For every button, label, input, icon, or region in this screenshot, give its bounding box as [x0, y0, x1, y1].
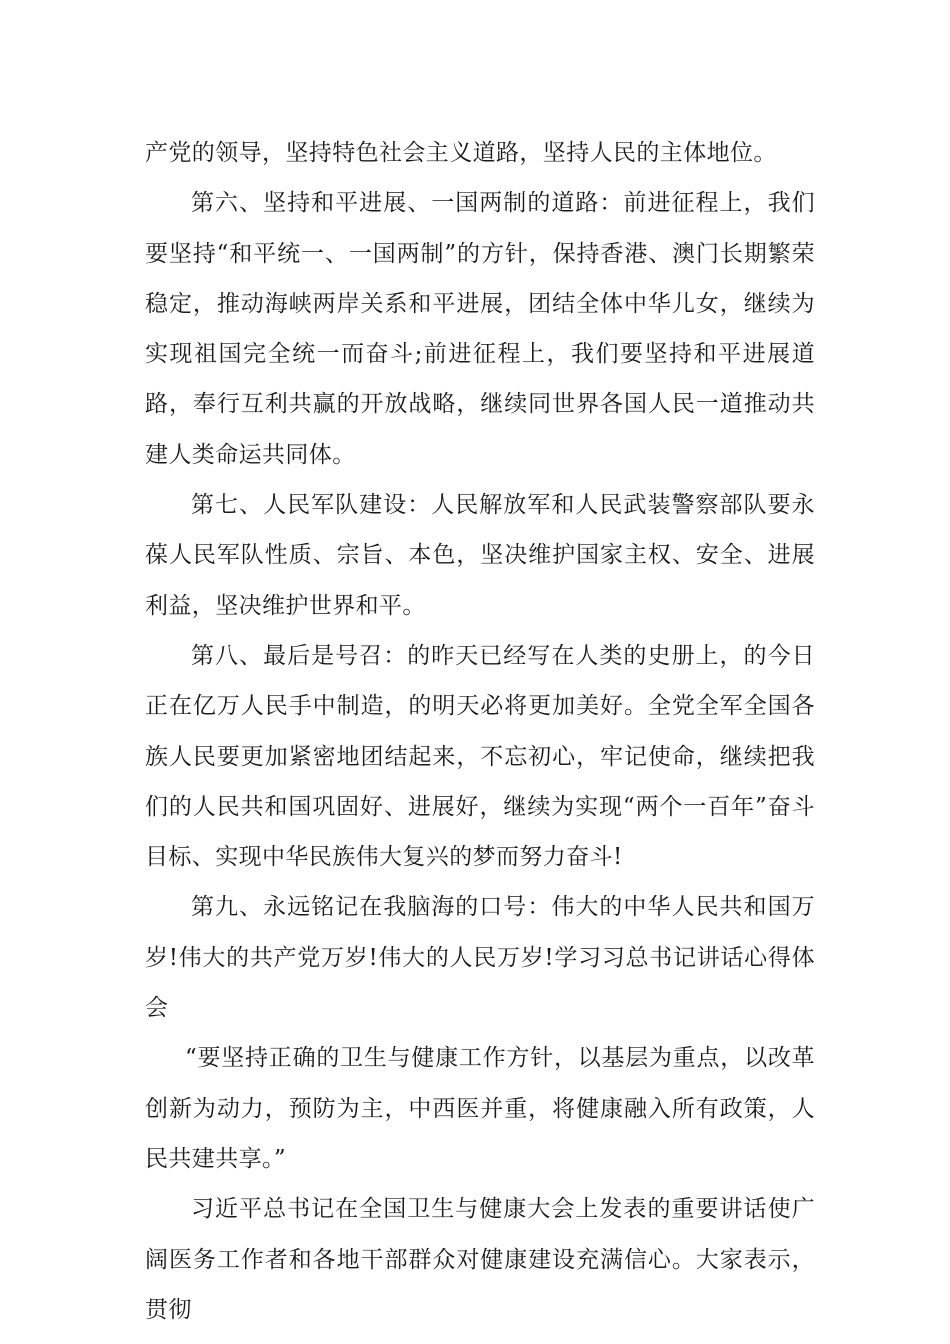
- paragraph-ninth: 第九、永远铭记在我脑海的口号：伟大的中华人民共和国万岁!伟大的共产党万岁!伟大的人民万岁!学习习总书记讲话心得体会: [145, 894, 815, 1022]
- document-body: [145, 128, 815, 1335]
- paragraph-quote: “要坚持正确的卫生与健康工作方针，以基层为重点，以改革创新为动力，预防为主，中西医并重，将健康融入所有政策，人民共建共享。”: [145, 1045, 815, 1172]
- paragraph-eighth: 第八、最后是号召：的昨天已经写在人类的史册上，的今日正在亿万人民手中制造，的明天必将更加美好。全党全军全国各族人民要更加紧密地团结起来，不忘初心，牢记使命，继续把我们的人民共和国巩固好、进展好，继续为实现“两个一百年”奋斗目标、实现中华民族伟大复兴的梦而努力奋斗!: [145, 642, 815, 871]
- paragraph-seventh: 第七、人民军队建设：人民解放军和人民武装警察部队要永葆人民军队性质、宗旨、本色，坚决维护国家主权、安全、进展利益，坚决维护世界和平。: [145, 492, 815, 619]
- paragraph-health-conference: 习近平总书记在全国卫生与健康大会上发表的重要讲话使广阔医务工作者和各地干部群众对健康建设充满信心。大家表示，贯彻: [145, 1196, 815, 1323]
- paragraph-sixth: 第六、坚持和平进展、一国两制的道路：前进征程上，我们要坚持“和平统一、一国两制”的方针，保持香港、澳门长期繁荣稳定，推动海峡两岸关系和平进展，团结全体中华儿女，继续为实现祖国完全统一而奋斗;前进征程上，我们要坚持和平进展道路，奉行互利共赢的开放战略，继续同世界各国人民一道推动共建人类命运共同体。: [145, 190, 815, 468]
- paragraph-continuation: 产党的领导，坚持特色社会主义道路，坚持人民的主体地位。: [145, 140, 777, 166]
